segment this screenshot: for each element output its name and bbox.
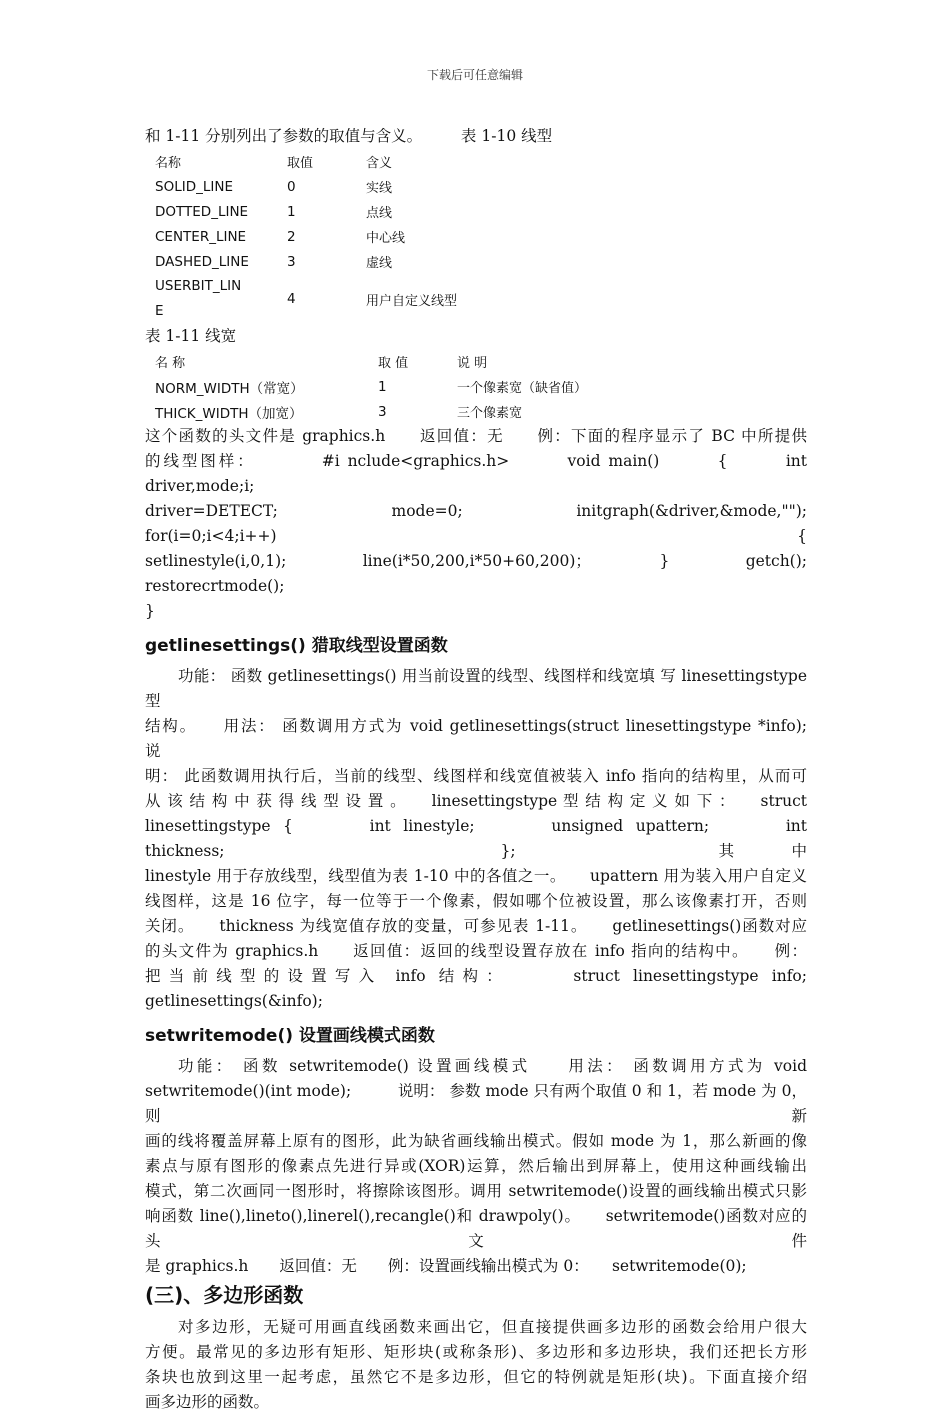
table-cell: 中心线 xyxy=(366,231,406,246)
table-cell: 0 xyxy=(287,178,296,195)
section-paragraph xyxy=(145,664,854,1014)
text-line: 响函数 line(),lineto(),linerel(),recangle()和 drawpoly()。 setwritemode()函数对应的头文件 xyxy=(145,1207,807,1250)
text-line: 的头文件为 graphics.h 返回值：返回的线型设置存放在 info 指向的结构中。 例： xyxy=(145,942,807,960)
table-header-row xyxy=(155,149,566,174)
table-header-cell: 名 称 xyxy=(155,356,186,371)
table-cell: 3 xyxy=(287,253,296,270)
page-header: 下载后可任意编辑 xyxy=(426,68,523,82)
table-header-cell: 取值 xyxy=(287,156,314,171)
table-cell: NORM_WIDTH（常宽） xyxy=(155,380,304,397)
table-row xyxy=(155,224,566,249)
section-heading: getlinesettings() 猎取线型设置函数 xyxy=(145,636,448,656)
text-line: 画的线将覆盖屏幕上原有的图形，此为缺省画线输出模式。假如 mode 为 1，那么新画的像 xyxy=(145,1132,807,1150)
text-line: driver=DETECT; mode=0; initgraph(&driver,&mode,""); for(i=0;i<4;i++) { xyxy=(145,502,854,545)
text-line: 从 该 结 构 中 获 得 线 型 设 置 。 linesettingstype 型 结 构 定 义 如 下 ： struct xyxy=(145,792,807,810)
section-paragraph xyxy=(145,1315,807,1415)
intro-line: 和 1-11 分别列出了参数的取值与含义。 表 1-10 线型 xyxy=(145,127,553,145)
example-paragraph xyxy=(145,424,854,624)
table-row xyxy=(155,174,566,199)
table-cell: SOLID_LINE xyxy=(155,178,233,195)
text-line: 画多边形的函数。 xyxy=(145,1393,270,1411)
table-cell: 实线 xyxy=(366,181,393,196)
table-cell: 三个像素宽 xyxy=(457,406,523,421)
table-cell: 4 xyxy=(287,291,296,307)
table-row xyxy=(155,274,566,324)
table-header-cell: 取 值 xyxy=(378,356,409,371)
table-cell: 一个像素宽（缺省值） xyxy=(457,381,588,396)
document-body xyxy=(145,124,854,1415)
table-cell: 1 xyxy=(287,203,296,220)
table-header-cell: 说 明 xyxy=(457,356,488,371)
text-line: 方便。最常见的多边形有矩形、矩形块(或称条形)、多边形和多边形块，我们还把长方形 xyxy=(145,1343,807,1361)
text-line: setlinestyle(i,0,1); line(i*50,200,i*50+60,200)； } getch(); restorecrtmode(); xyxy=(145,552,854,595)
table-row xyxy=(155,199,566,224)
table-header-row xyxy=(155,349,657,374)
text-line: linestyle 用于存放线型，线型值为表 1-10 中的各值之一。 upattern 用为装入用户自定义 xyxy=(145,867,807,885)
table-cell: CENTER_LINE xyxy=(155,228,247,245)
text-line: 条块也放到这里一起考虑，虽然它不是多边形，但它的特例就是矩形(块)。下面直接介绍 xyxy=(145,1368,807,1386)
text-line: 功能： 函数 setwritemode() 设置画线模式 用法： 函数调用方式为 void xyxy=(178,1057,807,1075)
table-header-cell: 含义 xyxy=(366,156,393,171)
table-cell xyxy=(155,274,287,324)
text-line: 明： 此函数调用执行后，当前的线型、线图样和线宽值被装入 info 指向的结构里，从而可 xyxy=(145,767,807,785)
text-line: setwritemode()(int mode); 说明： 参数 mode 只有两个取值 0 和 1，若 mode 为 0，则新 xyxy=(145,1082,807,1125)
text-line: 模式，第二次画同一图形时，将擦除该图形。调用 setwritemode()设置的画线输出模式只影 xyxy=(145,1182,807,1200)
table-header-cell: 名称 xyxy=(155,156,182,171)
text-line: 这个函数的头文件是 graphics.h 返回值：无 例：下面的程序显示了 BC 中所提供 xyxy=(145,427,807,445)
table-cell: 点线 xyxy=(366,206,393,221)
text-line: 功能： 函数 getlinesettings() 用当前设置的线型、线图样和线宽填 写 linesettingstype 型 xyxy=(145,667,807,710)
table-row xyxy=(155,399,657,424)
table-row xyxy=(155,374,657,399)
table-cell: DOTTED_LINE xyxy=(155,203,249,220)
table2-title: 表 1-11 线宽 xyxy=(145,327,237,345)
text-line: 对多边形，无疑可用画直线函数来画出它，但直接提供画多边形的函数会给用户很大 xyxy=(178,1318,807,1336)
text-line: 关闭。 thickness 为线宽值存放的变量，可参见表 1-11。 getlinesettings()函数对应 xyxy=(145,917,807,935)
line-style-table xyxy=(155,149,566,324)
section-heading: setwritemode() 设置画线模式函数 xyxy=(145,1026,435,1046)
table-cell: THICK_WIDTH（加宽） xyxy=(155,405,303,422)
text-line: 素点与原有图形的像素点先进行异或(XOR)运算，然后输出到屏幕上，使用这种画线输出 xyxy=(145,1157,807,1175)
wrapped-cell-part: E xyxy=(155,303,164,319)
table-row xyxy=(155,249,566,274)
text-line: 是 graphics.h 返回值：无 例：设置画线输出模式为 0： setwritemode(0); xyxy=(145,1257,747,1275)
text-line: 把当前线型的设置写入 info 结构： struct linesettingstype info; getlinesettings(&info); xyxy=(145,967,854,1010)
table-cell: 用户自定义线型 xyxy=(366,293,458,309)
text-line: linesettingstype { int linestyle; unsigned upattern; int thickness; }; 其中 xyxy=(145,817,807,860)
table-cell: 虚线 xyxy=(366,256,393,271)
line-width-table xyxy=(155,349,657,424)
section-heading: (三)、多边形函数 xyxy=(145,1283,304,1307)
table-cell: 1 xyxy=(378,378,387,395)
table-cell: 2 xyxy=(287,228,296,245)
table-cell: DASHED_LINE xyxy=(155,253,249,270)
text-line: 的线型图样： #i nclude<graphics.h> void main() { int driver,mode;i; xyxy=(145,452,807,495)
text-line: 结构。 用法： 函数调用方式为 void getlinesettings(struct linesettingstype *info); 说 xyxy=(145,717,839,760)
section-paragraph xyxy=(145,1054,807,1279)
wrapped-cell-part: USERBIT_LIN xyxy=(155,278,242,294)
text-line: } xyxy=(145,602,155,620)
text-line: 线图样，这是 16 位字，每一位等于一个像素，假如哪个位被设置，那么该像素打开，否则 xyxy=(145,892,807,910)
table-cell: 3 xyxy=(378,403,387,420)
